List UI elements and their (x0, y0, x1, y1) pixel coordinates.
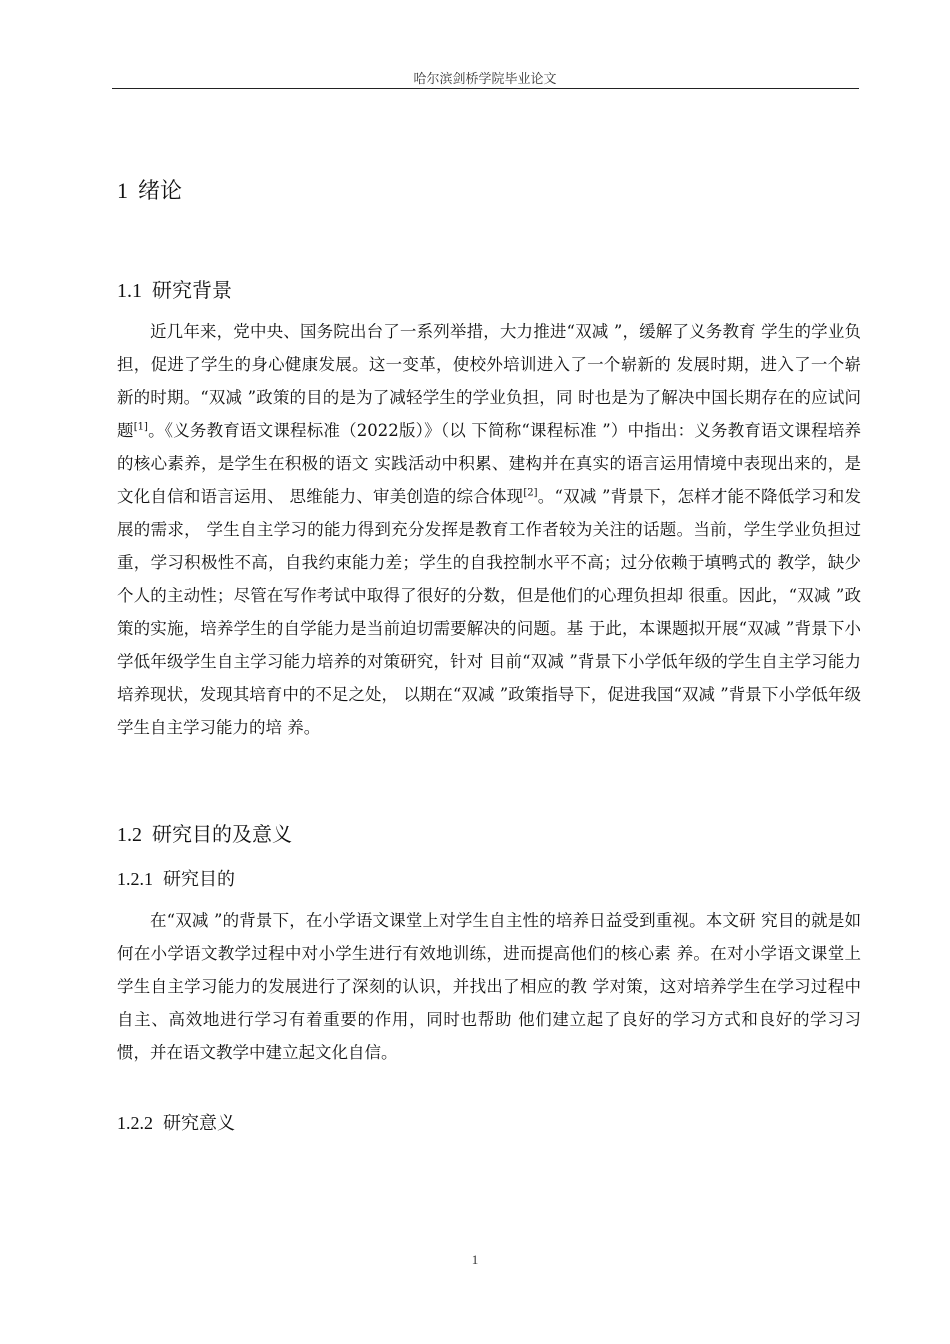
background-paragraph (117, 315, 861, 744)
section-number: 1.2 (117, 824, 142, 846)
chapter-number: 1 (117, 178, 128, 203)
page-number: 1 (471, 1252, 479, 1267)
chapter-heading (117, 174, 182, 205)
citation-ref-2: [2] (523, 487, 538, 499)
subsection-number: 1.2.1 (117, 869, 153, 889)
subsection-title: 研究意义 (163, 1113, 235, 1134)
chapter-title: 绪论 (138, 179, 183, 204)
section-heading-1-2 (117, 818, 292, 847)
section-title: 研究目的及意义 (152, 822, 292, 846)
purpose-paragraph: 在“双减 ”的背景下，在小学语文课堂上对学生自主性的培养日益受到重视。本文研 究目的就是如何在小学语文教学过程中对小学生进行有效地训练，进而提高他们的核心素 养。在对小学语文课堂上学生自主学习能力的发展进行了深刻的认识，并找出了相应的教 学对策，这对培养学生在学习过程中自主、高效地进行学习有着重要的作用，同时也帮助 他们建立起了良好的学习方式和良好的学习习惯，并在语文教学中建立起文化自信。 (117, 911, 861, 1062)
subsection-number: 1.2.2 (117, 1113, 153, 1133)
running-header: 哈尔滨剑桥学院毕业论文 (413, 72, 557, 87)
subsection-heading-1-2-1 (117, 865, 235, 891)
background-text-part-2: 。《义务教育语文课程标准（2022版）》（以 下简称“课程标准 ”）中指出：义务教育语文课程培养的核心素养，是学生在积极的语文 实践活动中积累、建构并在真实的语言运用情境中表现出来的，是文化自信和语言运用、 思维能力、审美创造的综合体现 (117, 421, 862, 506)
background-text-part-1: 近几年来，党中央、国务院出台了一系列举措，大力推进“双减 ”，缓解了义务教育 学生的学业负担，促进了学生的身心健康发展。这一变革，使校外培训进入了一个崭新的 发展时期，进入了一个崭新的时期。“双减 ”政策的目的是为了减轻学生的学业负担，同 时也是为了解决中国长期存在的应试问题 (117, 322, 861, 440)
subsection-heading-1-2-2 (117, 1109, 235, 1135)
section-heading-1-1 (117, 274, 232, 303)
background-text-part-3: 。“双减 ”背景下，怎样才能不降低学习和发展的需求， 学生自主学习的能力得到充分发挥是教育工作者较为关注的话题。当前，学生学业负担过 重，学习积极性不高，自我约束能力差；学生的自我控制水平不高；过分依赖于填鸭式的 教学，缺少个人的主动性；尽管在写作考试中取得了很好的分数，但是他们的心理负担却 很重。因此，“双减 ”政策的实施，培养学生的自学能力是当前迫切需要解决的问题。基 于此，本课题拟开展“双减 ”背景下小学低年级学生自主学习能力培养的对策研究，针对 目前“双减 ”背景下小学低年级的学生自主学习能力培养现状，发现其培育中的不足之处， 以期在“双减 ”政策指导下，促进我国“双减 ”背景下小学低年级学生自主学习能力的培 养。 (117, 487, 861, 737)
citation-ref-1: [1] (133, 421, 148, 433)
section-title: 研究背景 (152, 278, 232, 302)
header-divider (112, 88, 859, 89)
section-number: 1.1 (117, 280, 142, 302)
subsection-title: 研究目的 (163, 869, 235, 890)
